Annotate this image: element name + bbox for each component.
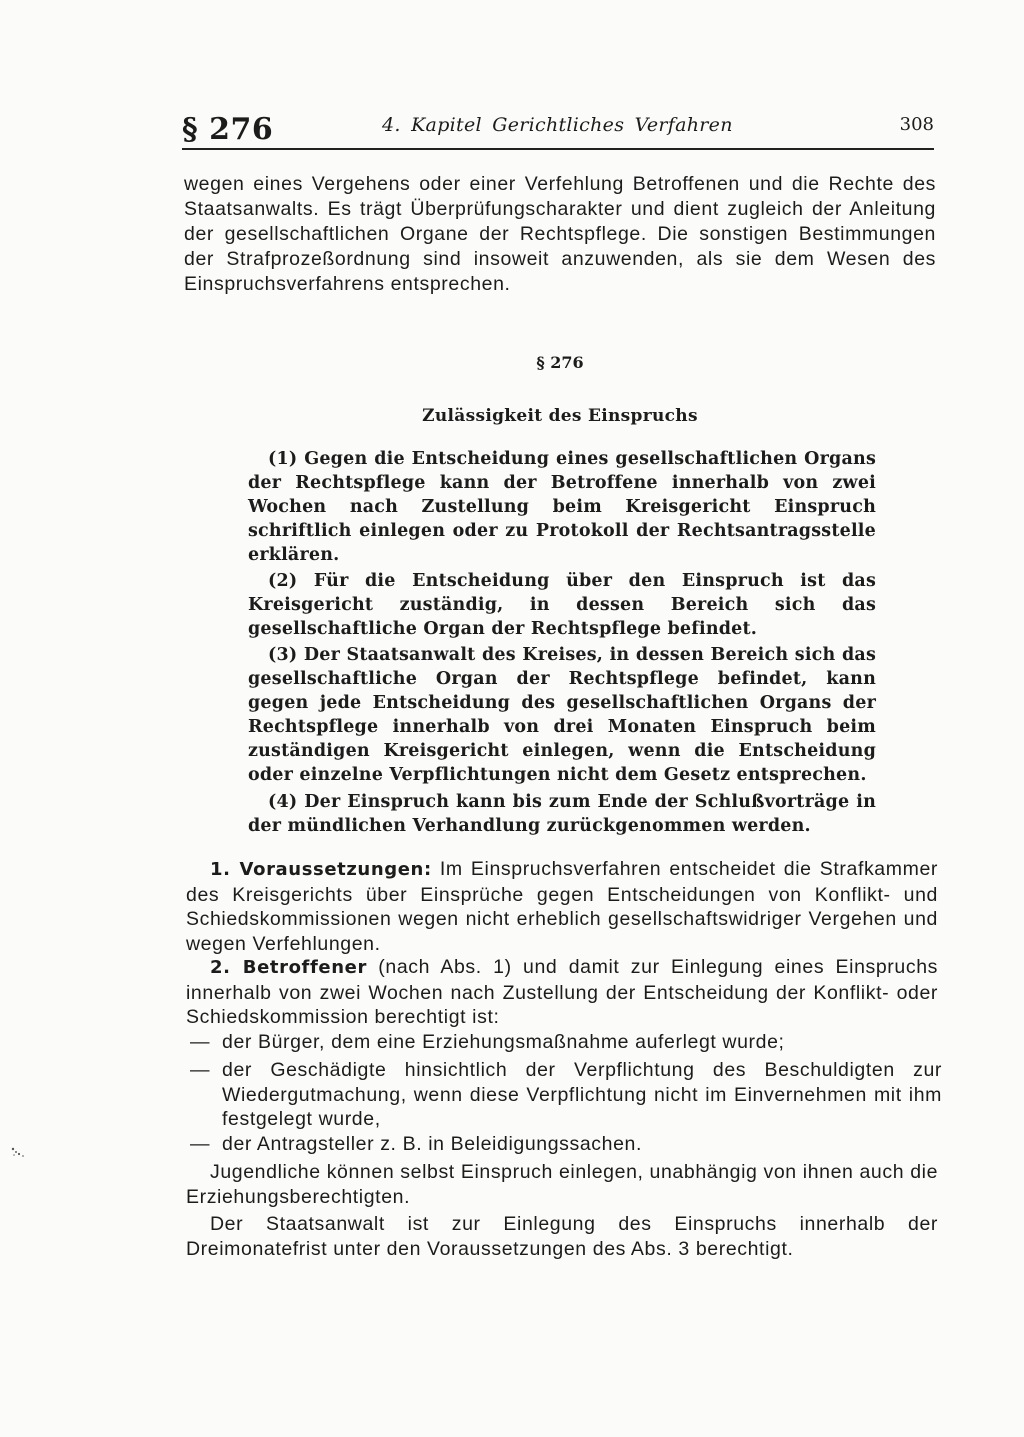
list-item-text: der Antragsteller z. B. in Beleidigungssachen. <box>222 1133 642 1155</box>
scan-speck <box>10 1143 32 1161</box>
list-item <box>186 1058 942 1132</box>
dash-marker: — <box>190 1059 211 1081</box>
law-paragraph-2: (2) Für die Entscheidung über den Einspruch ist das Kreisgericht zuständig, in dessen Bereich sich das gesellschaftliche Organ der Rechtspflege befindet. <box>248 571 876 639</box>
commentary-2-label: 2. Betroffener <box>210 957 367 978</box>
dash-marker: — <box>190 1031 211 1053</box>
section-heading: § 276 <box>536 353 584 372</box>
page-number: 308 <box>899 114 934 135</box>
commentary-2 <box>186 955 938 1030</box>
commentary-4: Der Staatsanwalt ist zur Einlegung des Einspruchs innerhalb der Dreimonatefrist unter den Voraussetzungen des Abs. 3 berechtigt. <box>186 1213 938 1260</box>
commentary-1-text: Im Einspruchsverfahren entscheidet die Strafkammer des Kreisgerichts über Einsprüche gegen Entscheidungen von Konflikt- und Schiedskommissionen wegen nicht erheblich gesellschaftswidriger Vergehen und wegen Verfehlungen. <box>186 858 938 955</box>
commentary-2-text: (nach Abs. 1) und damit zur Einlegung eines Einspruchs innerhalb von zwei Wochen nach Zustellung der Entscheidung der Konflikt- oder Schiedskommission berechtigt ist: <box>186 956 938 1028</box>
header-chapter-title: 4. Kapitel Gerichtliches Verfahren <box>382 114 733 136</box>
law-paragraph-4: (4) Der Einspruch kann bis zum Ende der Schlußvorträge in der mündlichen Verhandlung zurückgenommen werden. <box>248 792 876 836</box>
page-header <box>182 108 934 152</box>
commentary-1-label: 1. Voraussetzungen: <box>210 859 432 880</box>
law-paragraph-1: (1) Gegen die Entscheidung eines gesellschaftlichen Organs der Rechtspflege kann der Betroffene innerhalb von zwei Wochen nach Zustellung beim Kreisgericht Einspruch schriftlich einlegen oder zu Protokoll der Rechtsantragsstelle erklären. <box>248 449 876 565</box>
list-item-text: der Geschädigte hinsichtlich der Verpflichtung des Beschuldigten zur Wiedergutmachung, wenn diese Verpflichtung nicht im Einvernehmen mit ihm festgelegt wurde, <box>222 1059 942 1130</box>
commentary-1 <box>186 857 938 956</box>
header-section-number: § 276 <box>182 112 274 147</box>
list-item <box>186 1030 942 1055</box>
list-item <box>186 1132 942 1157</box>
dash-marker: — <box>190 1133 211 1155</box>
law-paragraph-3: (3) Der Staatsanwalt des Kreises, in dessen Bereich sich das gesellschaftliche Organ der Rechtspflege befindet, kann gegen jede Entscheidung des gesellschaftlichen Organs der Rechtspflege innerhalb von drei Monaten Einspruch beim zuständigen Kreisgericht einlegen, wenn die Entscheidung oder einzelne Verpflichtungen nicht dem Gesetz entsprechen. <box>248 645 876 785</box>
list-item-text: der Bürger, dem eine Erziehungsmaßnahme auferlegt wurde; <box>222 1031 785 1053</box>
intro-paragraph: wegen eines Vergehens oder einer Verfehlung Betroffenen und die Rechte des Staatsanwalts. Es trägt Überprüfungscharakter und dient zugleich der Anleitung der gesellschaftlichen Organe der Rechtspflege. Die sonstigen Bestimmungen der Strafprozeßordnung sind insoweit anzuwenden, als sie dem Wesen des Einspruchsverfahrens entsprechen. <box>184 173 936 295</box>
header-rule <box>182 148 934 150</box>
commentary-3: Jugendliche können selbst Einspruch einlegen, unabhängig von ihnen auch die Erziehungsberechtigten. <box>186 1161 939 1208</box>
section-title: Zulässigkeit des Einspruchs <box>422 406 698 426</box>
